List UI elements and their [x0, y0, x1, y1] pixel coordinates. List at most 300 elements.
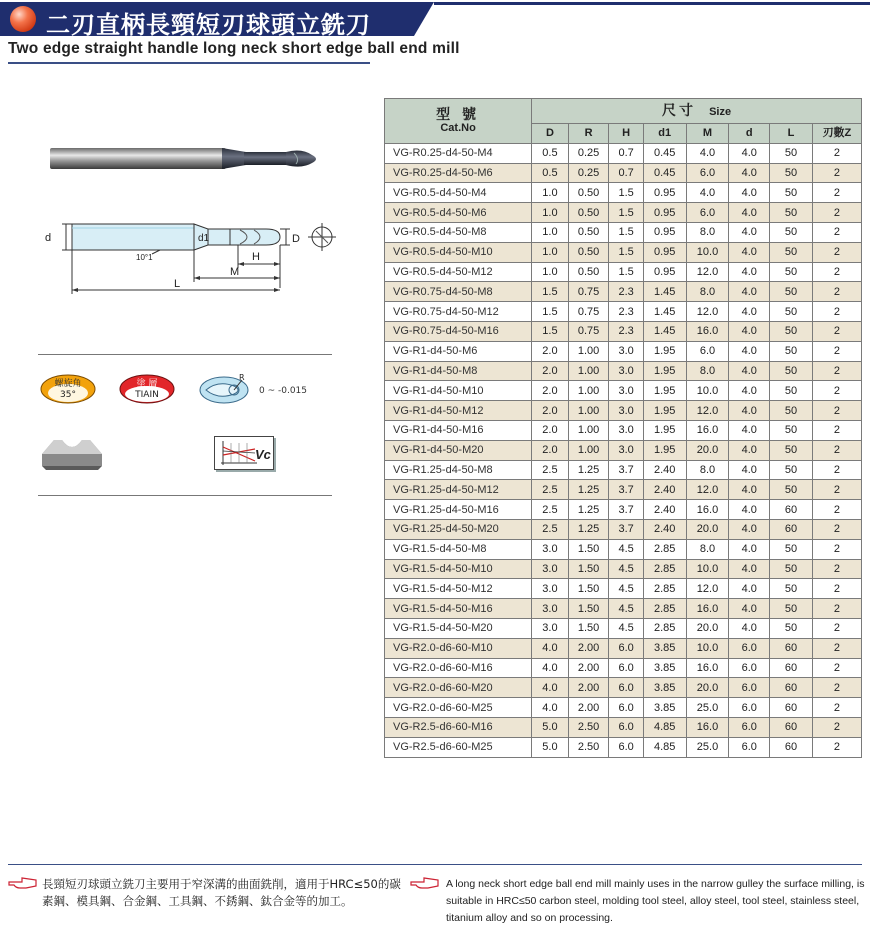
- value-cell: 60: [770, 658, 813, 678]
- cat-no-header-en: Cat.No: [440, 121, 476, 134]
- value-cell: 1.95: [643, 381, 686, 401]
- vc-label: Vc: [255, 447, 271, 462]
- value-cell: 50: [770, 203, 813, 223]
- value-cell: 0.45: [643, 163, 686, 183]
- drawing-label-H: H: [252, 251, 260, 263]
- cat-no-cell: VG-R2.0-d6-60-M20: [385, 678, 532, 698]
- cat-no-cell: VG-R1.25-d4-50-M20: [385, 519, 532, 539]
- top-rule: [434, 2, 870, 5]
- value-cell: 1.50: [568, 618, 609, 638]
- value-cell: 2.40: [643, 519, 686, 539]
- value-cell: 4.0: [729, 519, 770, 539]
- table-header-row-1: [385, 99, 862, 124]
- value-cell: 2.85: [643, 618, 686, 638]
- table-row: [385, 658, 862, 678]
- value-cell: 4.0: [729, 282, 770, 302]
- value-cell: 2.00: [568, 678, 609, 698]
- value-cell: 2: [812, 420, 861, 440]
- value-cell: 0.25: [568, 163, 609, 183]
- cat-no-cell: VG-R0.25-d4-50-M6: [385, 163, 532, 183]
- cat-no-cell: VG-R1.25-d4-50-M8: [385, 460, 532, 480]
- value-cell: 8.0: [686, 539, 729, 559]
- value-cell: 4.5: [609, 579, 643, 599]
- value-cell: 25.0: [686, 698, 729, 718]
- value-cell: 2: [812, 618, 861, 638]
- value-cell: 6.0: [729, 698, 770, 718]
- value-cell: 2.85: [643, 599, 686, 619]
- value-cell: 2: [812, 519, 861, 539]
- value-cell: 1.5: [609, 222, 643, 242]
- value-cell: 12.0: [686, 480, 729, 500]
- value-cell: 3.0: [609, 381, 643, 401]
- value-cell: 50: [770, 262, 813, 282]
- value-cell: 8.0: [686, 361, 729, 381]
- value-cell: 2.5: [532, 519, 569, 539]
- value-cell: 2.00: [568, 698, 609, 718]
- value-cell: 2: [812, 381, 861, 401]
- cat-no-cell: VG-R1-d4-50-M16: [385, 420, 532, 440]
- value-cell: 50: [770, 242, 813, 262]
- table-row: [385, 242, 862, 262]
- value-cell: 60: [770, 698, 813, 718]
- value-cell: 1.5: [532, 302, 569, 322]
- value-cell: 4.0: [729, 401, 770, 421]
- cat-no-cell: VG-R1.5-d4-50-M12: [385, 579, 532, 599]
- value-cell: 2: [812, 163, 861, 183]
- table-row: [385, 381, 862, 401]
- value-cell: 2.85: [643, 579, 686, 599]
- value-cell: 2: [812, 440, 861, 460]
- value-cell: 2: [812, 599, 861, 619]
- tolerance-value: 0 ~ -0.015: [259, 386, 308, 396]
- value-cell: 4.0: [729, 222, 770, 242]
- value-cell: 2.3: [609, 282, 643, 302]
- value-cell: 0.5: [532, 143, 569, 163]
- value-cell: 4.0: [729, 381, 770, 401]
- table-row: [385, 599, 862, 619]
- value-cell: 3.85: [643, 698, 686, 718]
- cat-no-cell: VG-R0.5-d4-50-M4: [385, 183, 532, 203]
- value-cell: 4.0: [729, 579, 770, 599]
- table-row: [385, 698, 862, 718]
- value-cell: 4.0: [532, 658, 569, 678]
- value-cell: 10.0: [686, 638, 729, 658]
- value-cell: 3.0: [609, 361, 643, 381]
- value-cell: 3.0: [609, 440, 643, 460]
- cat-no-cell: VG-R0.25-d4-50-M4: [385, 143, 532, 163]
- value-cell: 50: [770, 143, 813, 163]
- value-cell: 2.85: [643, 559, 686, 579]
- value-cell: 6.0: [609, 678, 643, 698]
- value-cell: 16.0: [686, 717, 729, 737]
- table-row: [385, 163, 862, 183]
- value-cell: 4.0: [729, 242, 770, 262]
- value-cell: 50: [770, 361, 813, 381]
- size-header-en: Size: [709, 106, 732, 118]
- value-cell: 60: [770, 500, 813, 520]
- value-cell: 3.7: [609, 519, 643, 539]
- value-cell: 3.7: [609, 500, 643, 520]
- value-cell: 2: [812, 321, 861, 341]
- value-cell: 6.0: [609, 737, 643, 757]
- drawing-label-D: D: [292, 233, 300, 245]
- cat-no-cell: VG-R2.0-d6-60-M16: [385, 658, 532, 678]
- value-cell: 20.0: [686, 440, 729, 460]
- value-cell: 2.40: [643, 500, 686, 520]
- value-cell: 1.5: [609, 183, 643, 203]
- value-cell: 2: [812, 302, 861, 322]
- value-cell: 1.0: [532, 242, 569, 262]
- value-cell: 6.0: [686, 163, 729, 183]
- value-cell: 4.0: [686, 143, 729, 163]
- value-cell: 4.5: [609, 618, 643, 638]
- value-cell: 50: [770, 460, 813, 480]
- value-cell: 4.0: [729, 262, 770, 282]
- table-row: [385, 143, 862, 163]
- coating-value: TIAIN: [135, 390, 159, 400]
- table-body: [385, 143, 862, 757]
- value-cell: 4.5: [609, 599, 643, 619]
- value-cell: 2.5: [532, 480, 569, 500]
- table-row: [385, 678, 862, 698]
- cat-no-cell: VG-R1.25-d4-50-M16: [385, 500, 532, 520]
- cat-no-cell: VG-R0.75-d4-50-M8: [385, 282, 532, 302]
- column-header: M: [686, 124, 729, 144]
- value-cell: 6.0: [609, 658, 643, 678]
- value-cell: 2: [812, 539, 861, 559]
- subtitle-rule: [8, 62, 370, 64]
- value-cell: 3.7: [609, 460, 643, 480]
- value-cell: 1.5: [532, 282, 569, 302]
- value-cell: 2.00: [568, 638, 609, 658]
- value-cell: 3.0: [532, 599, 569, 619]
- value-cell: 50: [770, 341, 813, 361]
- value-cell: 50: [770, 539, 813, 559]
- table-row: [385, 500, 862, 520]
- value-cell: 3.85: [643, 658, 686, 678]
- table-row: [385, 539, 862, 559]
- page-subtitle: Two edge straight handle long neck short edge ball end mill: [8, 40, 460, 57]
- value-cell: 1.95: [643, 440, 686, 460]
- cat-no-cell: VG-R1-d4-50-M8: [385, 361, 532, 381]
- cat-no-cell: VG-R1-d4-50-M6: [385, 341, 532, 361]
- value-cell: 1.45: [643, 302, 686, 322]
- drawing-label-M: M: [230, 266, 240, 278]
- value-cell: 12.0: [686, 262, 729, 282]
- value-cell: 50: [770, 381, 813, 401]
- value-cell: 8.0: [686, 460, 729, 480]
- value-cell: 1.95: [643, 361, 686, 381]
- table-row: [385, 559, 862, 579]
- cutting-speed-icon: [214, 436, 274, 470]
- column-header: L: [770, 124, 813, 144]
- cat-no-cell: VG-R0.5-d4-50-M12: [385, 262, 532, 282]
- value-cell: 4.0: [532, 678, 569, 698]
- value-cell: 3.0: [532, 559, 569, 579]
- value-cell: 0.95: [643, 222, 686, 242]
- value-cell: 4.0: [729, 599, 770, 619]
- value-cell: 10.0: [686, 381, 729, 401]
- value-cell: 50: [770, 282, 813, 302]
- cat-no-cell: VG-R0.5-d4-50-M8: [385, 222, 532, 242]
- value-cell: 2: [812, 717, 861, 737]
- value-cell: 4.0: [532, 638, 569, 658]
- drawing-label-d1: d1: [198, 233, 210, 244]
- value-cell: 0.50: [568, 222, 609, 242]
- cat-no-header: [385, 99, 532, 144]
- value-cell: 4.0: [729, 618, 770, 638]
- value-cell: 4.0: [729, 163, 770, 183]
- value-cell: 16.0: [686, 599, 729, 619]
- value-cell: 4.0: [729, 460, 770, 480]
- pointing-hand-icon: [8, 876, 38, 890]
- value-cell: 50: [770, 183, 813, 203]
- value-cell: 2.3: [609, 321, 643, 341]
- value-cell: 6.0: [729, 638, 770, 658]
- value-cell: 2.3: [609, 302, 643, 322]
- footer-note-cn: 長頸短刃球頭立銑刀主要用于窄深溝的曲面銑削，適用于HRC≤50的碳素鋼、模具鋼、合金鋼、工具鋼、不銹鋼、鈦合金等的加工。: [42, 877, 401, 908]
- value-cell: 4.0: [729, 361, 770, 381]
- value-cell: 1.00: [568, 381, 609, 401]
- value-cell: 2.5: [532, 460, 569, 480]
- value-cell: 0.25: [568, 143, 609, 163]
- cat-no-cell: VG-R1.5-d4-50-M20: [385, 618, 532, 638]
- value-cell: 3.0: [532, 539, 569, 559]
- column-header: R: [568, 124, 609, 144]
- cat-no-cell: VG-R0.5-d4-50-M10: [385, 242, 532, 262]
- value-cell: 1.0: [532, 203, 569, 223]
- value-cell: 50: [770, 163, 813, 183]
- value-cell: 0.75: [568, 321, 609, 341]
- value-cell: 2: [812, 203, 861, 223]
- value-cell: 1.25: [568, 519, 609, 539]
- value-cell: 2: [812, 480, 861, 500]
- curved-surface-icon: [40, 436, 104, 472]
- value-cell: 4.0: [729, 539, 770, 559]
- value-cell: 16.0: [686, 420, 729, 440]
- column-header: d: [729, 124, 770, 144]
- helix-angle-title: 螺旋角: [54, 379, 82, 389]
- value-cell: 1.00: [568, 341, 609, 361]
- value-cell: 12.0: [686, 401, 729, 421]
- value-cell: 2: [812, 579, 861, 599]
- value-cell: 1.45: [643, 321, 686, 341]
- value-cell: 2: [812, 658, 861, 678]
- value-cell: 1.5: [609, 203, 643, 223]
- value-cell: 0.75: [568, 302, 609, 322]
- table-row: [385, 717, 862, 737]
- cat-no-cell: VG-R1.25-d4-50-M12: [385, 480, 532, 500]
- value-cell: 4.0: [729, 183, 770, 203]
- technical-drawing: [40, 208, 360, 300]
- value-cell: 50: [770, 618, 813, 638]
- value-cell: 50: [770, 321, 813, 341]
- value-cell: 6.0: [729, 717, 770, 737]
- value-cell: 4.85: [643, 717, 686, 737]
- value-cell: 10.0: [686, 559, 729, 579]
- value-cell: 4.85: [643, 737, 686, 757]
- table-row: [385, 361, 862, 381]
- value-cell: 2: [812, 341, 861, 361]
- value-cell: 50: [770, 222, 813, 242]
- value-cell: 3.0: [532, 618, 569, 638]
- value-cell: 1.0: [532, 262, 569, 282]
- value-cell: 0.75: [568, 282, 609, 302]
- value-cell: 2: [812, 242, 861, 262]
- table-row: [385, 203, 862, 223]
- value-cell: 50: [770, 302, 813, 322]
- value-cell: 5.0: [532, 717, 569, 737]
- value-cell: 2.0: [532, 381, 569, 401]
- cat-no-cell: VG-R1.5-d4-50-M16: [385, 599, 532, 619]
- value-cell: 1.0: [532, 183, 569, 203]
- value-cell: 2.50: [568, 737, 609, 757]
- table-row: [385, 480, 862, 500]
- value-cell: 2.0: [532, 361, 569, 381]
- value-cell: 50: [770, 599, 813, 619]
- value-cell: 3.85: [643, 678, 686, 698]
- value-cell: 0.95: [643, 242, 686, 262]
- value-cell: 3.0: [609, 420, 643, 440]
- value-cell: 16.0: [686, 500, 729, 520]
- value-cell: 1.95: [643, 401, 686, 421]
- value-cell: 2: [812, 143, 861, 163]
- cat-no-cell: VG-R1.5-d4-50-M8: [385, 539, 532, 559]
- value-cell: 20.0: [686, 678, 729, 698]
- value-cell: 2.0: [532, 440, 569, 460]
- value-cell: 50: [770, 401, 813, 421]
- value-cell: 2: [812, 361, 861, 381]
- value-cell: 1.00: [568, 420, 609, 440]
- value-cell: 10.0: [686, 242, 729, 262]
- value-cell: 1.50: [568, 539, 609, 559]
- value-cell: 50: [770, 480, 813, 500]
- cat-no-header-cn: 型 號: [436, 105, 481, 122]
- value-cell: 60: [770, 717, 813, 737]
- value-cell: 16.0: [686, 321, 729, 341]
- value-cell: 2: [812, 678, 861, 698]
- column-header: 刃數Z: [812, 124, 861, 144]
- value-cell: 60: [770, 638, 813, 658]
- value-cell: 4.0: [729, 143, 770, 163]
- table-row: [385, 401, 862, 421]
- column-header: D: [532, 124, 569, 144]
- value-cell: 0.50: [568, 262, 609, 282]
- value-cell: 1.00: [568, 361, 609, 381]
- size-header: [532, 99, 862, 124]
- cat-no-cell: VG-R1-d4-50-M12: [385, 401, 532, 421]
- value-cell: 0.45: [643, 143, 686, 163]
- red-ball-icon: [10, 6, 36, 32]
- pointing-hand-icon: [410, 876, 440, 890]
- value-cell: 6.0: [729, 658, 770, 678]
- value-cell: 2: [812, 737, 861, 757]
- value-cell: 2.0: [532, 341, 569, 361]
- helix-angle-value: 35°: [60, 390, 76, 400]
- value-cell: 2.0: [532, 401, 569, 421]
- value-cell: 6.0: [729, 678, 770, 698]
- value-cell: 1.5: [609, 242, 643, 262]
- value-cell: 12.0: [686, 579, 729, 599]
- value-cell: 2: [812, 282, 861, 302]
- ball-radius-tolerance-icon: [198, 372, 258, 406]
- value-cell: 6.0: [686, 341, 729, 361]
- value-cell: 12.0: [686, 302, 729, 322]
- value-cell: 1.25: [568, 500, 609, 520]
- footer-note-en: A long neck short edge ball end mill mainly uses in the narrow gulley the surface milling, is suitable in HRC≤50 carbon steel, molding tool steel, alloy steel, tool steel, stainless steel, titanium alloy and so on processing.: [446, 878, 865, 924]
- column-header: H: [609, 124, 643, 144]
- separator-top: [38, 354, 332, 355]
- value-cell: 1.50: [568, 599, 609, 619]
- column-header: d1: [643, 124, 686, 144]
- value-cell: 3.0: [609, 341, 643, 361]
- value-cell: 2.5: [532, 500, 569, 520]
- cat-no-cell: VG-R0.75-d4-50-M12: [385, 302, 532, 322]
- value-cell: 1.5: [532, 321, 569, 341]
- value-cell: 4.0: [729, 480, 770, 500]
- value-cell: 3.7: [609, 480, 643, 500]
- value-cell: 2: [812, 698, 861, 718]
- cat-no-cell: VG-R2.5-d6-60-M25: [385, 737, 532, 757]
- value-cell: 4.0: [686, 183, 729, 203]
- value-cell: 2.85: [643, 539, 686, 559]
- value-cell: 4.0: [729, 500, 770, 520]
- drawing-label-L: L: [174, 278, 181, 290]
- table-row: [385, 282, 862, 302]
- value-cell: 6.0: [686, 203, 729, 223]
- value-cell: 8.0: [686, 282, 729, 302]
- cat-no-cell: VG-R0.75-d4-50-M16: [385, 321, 532, 341]
- value-cell: 2: [812, 183, 861, 203]
- value-cell: 0.50: [568, 242, 609, 262]
- value-cell: 0.7: [609, 163, 643, 183]
- table-row: [385, 302, 862, 322]
- value-cell: 4.0: [729, 321, 770, 341]
- value-cell: 50: [770, 440, 813, 460]
- coating-title: 塗 層: [136, 379, 158, 389]
- value-cell: 2.0: [532, 420, 569, 440]
- value-cell: 6.0: [609, 717, 643, 737]
- value-cell: 50: [770, 420, 813, 440]
- cat-no-cell: VG-R1-d4-50-M10: [385, 381, 532, 401]
- table-row: [385, 262, 862, 282]
- value-cell: 4.0: [729, 559, 770, 579]
- table-row: [385, 341, 862, 361]
- value-cell: 1.95: [643, 341, 686, 361]
- value-cell: 1.00: [568, 440, 609, 460]
- footer-rule: [8, 864, 862, 865]
- value-cell: 1.00: [568, 401, 609, 421]
- title-banner: [0, 2, 440, 38]
- value-cell: 60: [770, 737, 813, 757]
- value-cell: 6.0: [609, 698, 643, 718]
- value-cell: 0.50: [568, 203, 609, 223]
- table-row: [385, 638, 862, 658]
- end-mill-photo: [50, 142, 330, 182]
- value-cell: 2.40: [643, 480, 686, 500]
- value-cell: 4.0: [729, 341, 770, 361]
- table-row: [385, 579, 862, 599]
- spec-table: [384, 98, 862, 758]
- value-cell: 0.95: [643, 203, 686, 223]
- value-cell: 1.25: [568, 460, 609, 480]
- value-cell: 5.0: [532, 737, 569, 757]
- value-cell: 2.50: [568, 717, 609, 737]
- value-cell: 4.0: [729, 420, 770, 440]
- value-cell: 6.0: [609, 638, 643, 658]
- value-cell: 0.5: [532, 163, 569, 183]
- value-cell: 1.50: [568, 579, 609, 599]
